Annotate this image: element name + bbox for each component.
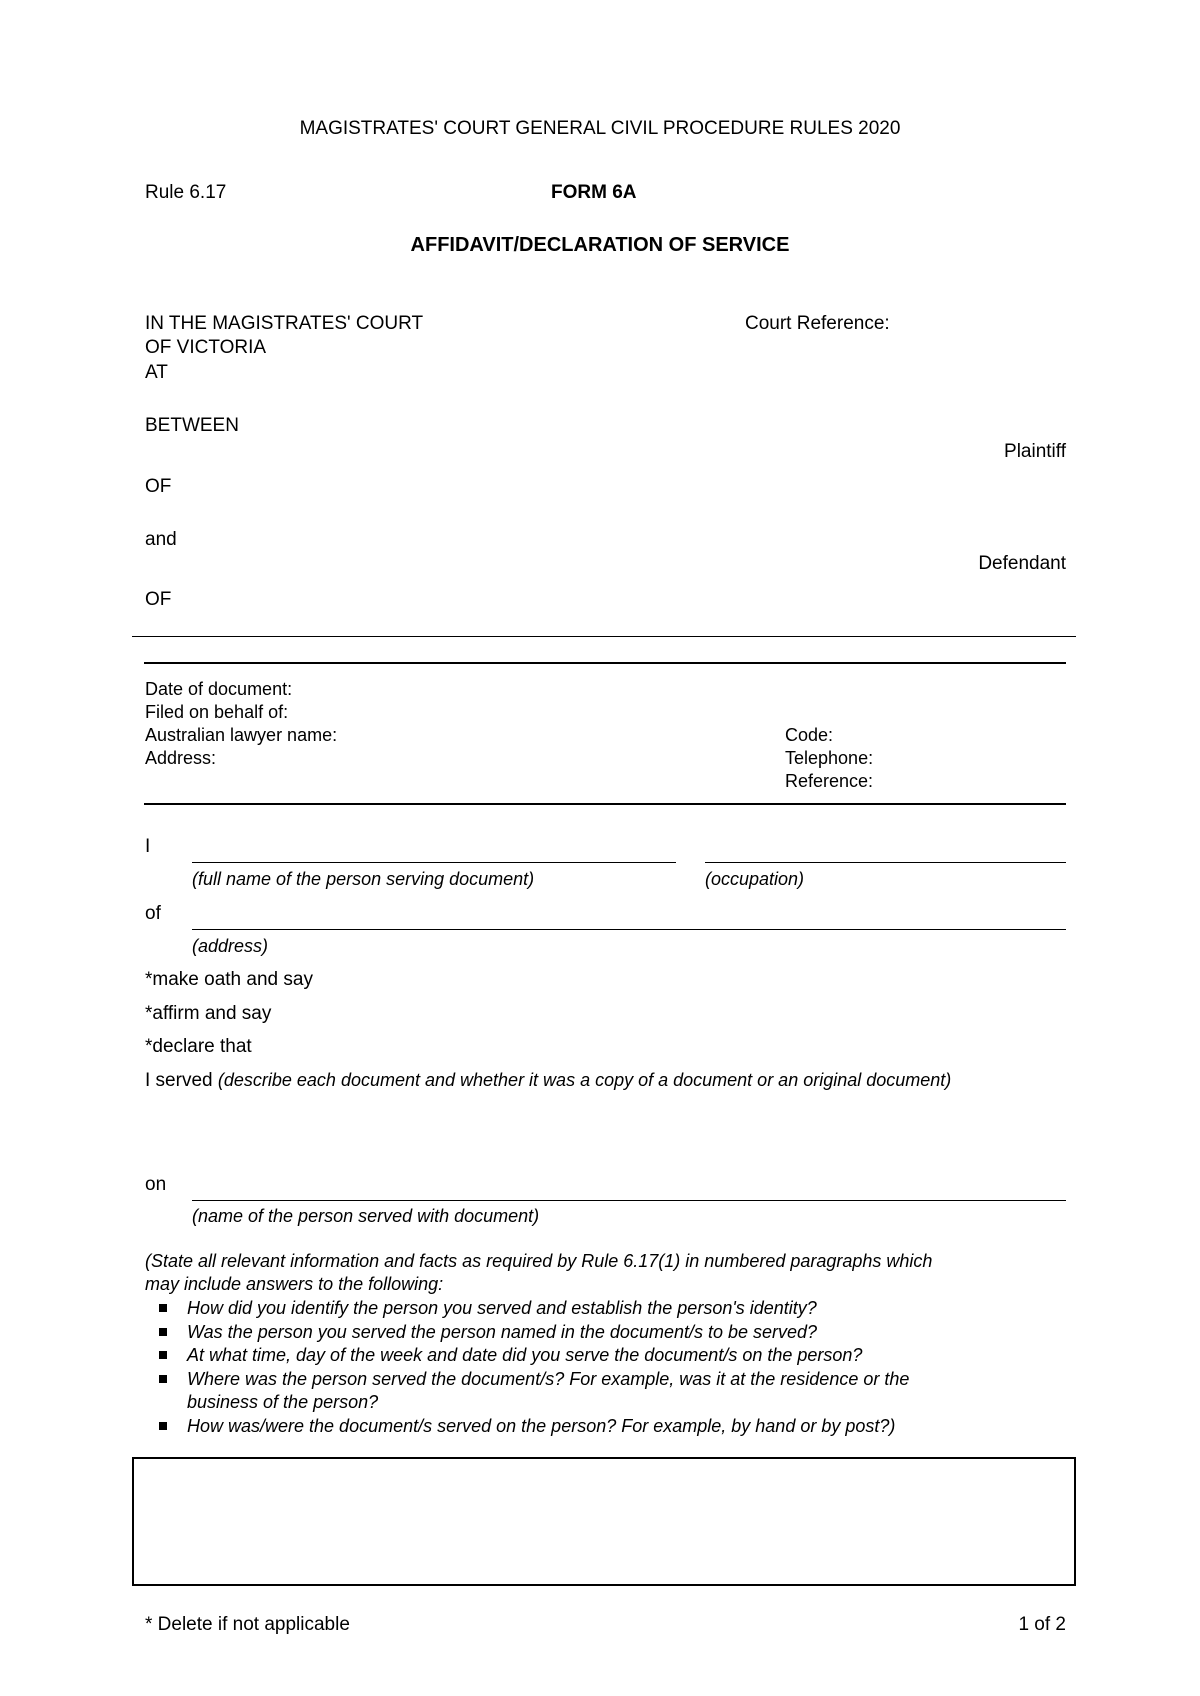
occupation-hint: (occupation) bbox=[705, 869, 805, 889]
occupation-line[interactable] bbox=[705, 862, 1066, 863]
court-line-3: AT bbox=[145, 362, 168, 383]
question-item: How was/were the document/s served on the person? For example, by hand or by post?) bbox=[145, 1415, 1045, 1439]
telephone-label: Telephone: bbox=[785, 748, 874, 768]
form-number: FORM 6A bbox=[551, 182, 637, 203]
instructions-line-1: (State all relevant information and facts as required by Rule 6.17(1) in numbered paragraphs which bbox=[145, 1251, 933, 1271]
court-line-1: IN THE MAGISTRATES' COURT bbox=[145, 313, 424, 334]
question-item: Was the person you served the person named in the document/s to be served? bbox=[145, 1321, 1045, 1345]
and-label: and bbox=[145, 529, 177, 550]
served-statement bbox=[145, 1070, 951, 1093]
court-reference-label: Court Reference: bbox=[745, 313, 890, 334]
parties-divider bbox=[132, 636, 1076, 637]
of-label-1: OF bbox=[145, 476, 172, 497]
question-item-continuation: business of the person? bbox=[187, 1392, 379, 1412]
plaintiff-label: Plaintiff bbox=[1004, 441, 1066, 462]
address-line[interactable] bbox=[192, 929, 1066, 930]
filed-on-behalf-label: Filed on behalf of: bbox=[145, 702, 289, 722]
bullet-icon bbox=[159, 1328, 167, 1336]
of-label-2: OF bbox=[145, 589, 172, 610]
name-served-line[interactable] bbox=[192, 1200, 1066, 1201]
question-list bbox=[145, 1297, 1045, 1438]
served-prefix: I served bbox=[145, 1070, 218, 1091]
bullet-icon bbox=[159, 1375, 167, 1383]
affirm-option: *affirm and say bbox=[145, 1003, 272, 1024]
served-hint: (describe each document and whether it was a copy of a document or an original document) bbox=[217, 1070, 952, 1090]
rules-title: MAGISTRATES' COURT GENERAL CIVIL PROCEDURE RULES 2020 bbox=[299, 118, 901, 139]
filing-bottom-rule bbox=[144, 803, 1066, 805]
reference-label: Reference: bbox=[785, 771, 874, 791]
name-served-hint: (name of the person served with document) bbox=[192, 1206, 540, 1226]
date-of-document-label: Date of document: bbox=[145, 679, 293, 699]
bullet-icon bbox=[159, 1351, 167, 1359]
lawyer-name-label: Australian lawyer name: bbox=[145, 725, 338, 745]
bullet-icon bbox=[159, 1422, 167, 1430]
page-number: 1 of 2 bbox=[1018, 1614, 1066, 1635]
defendant-label: Defendant bbox=[978, 553, 1066, 574]
i-label: I bbox=[145, 836, 151, 857]
full-name-line[interactable] bbox=[192, 862, 676, 863]
instructions-line-2: may include answers to the following: bbox=[145, 1274, 444, 1294]
question-item: Where was the person served the document/s? For example, was it at the residence or the bbox=[145, 1368, 1045, 1392]
between-label: BETWEEN bbox=[145, 415, 239, 436]
full-name-hint: (full name of the person serving document) bbox=[192, 869, 535, 889]
of-address-label: of bbox=[145, 903, 161, 924]
bullet-icon bbox=[159, 1304, 167, 1312]
on-label: on bbox=[145, 1174, 167, 1195]
question-item: At what time, day of the week and date did you serve the document/s on the person? bbox=[145, 1344, 1045, 1368]
statement-box[interactable] bbox=[132, 1457, 1076, 1586]
filing-top-rule bbox=[144, 662, 1066, 664]
code-label: Code: bbox=[785, 725, 834, 745]
address-label: Address: bbox=[145, 748, 217, 768]
question-item: How did you identify the person you served and establish the person's identity? bbox=[145, 1297, 1045, 1321]
footer-note: * Delete if not applicable bbox=[145, 1614, 350, 1635]
declare-option: *declare that bbox=[145, 1036, 252, 1057]
oath-option: *make oath and say bbox=[145, 969, 313, 990]
address-hint: (address) bbox=[192, 936, 269, 956]
rule-number: Rule 6.17 bbox=[145, 182, 227, 203]
form-title: AFFIDAVIT/DECLARATION OF SERVICE bbox=[410, 234, 790, 256]
court-line-2: OF VICTORIA bbox=[145, 337, 267, 358]
